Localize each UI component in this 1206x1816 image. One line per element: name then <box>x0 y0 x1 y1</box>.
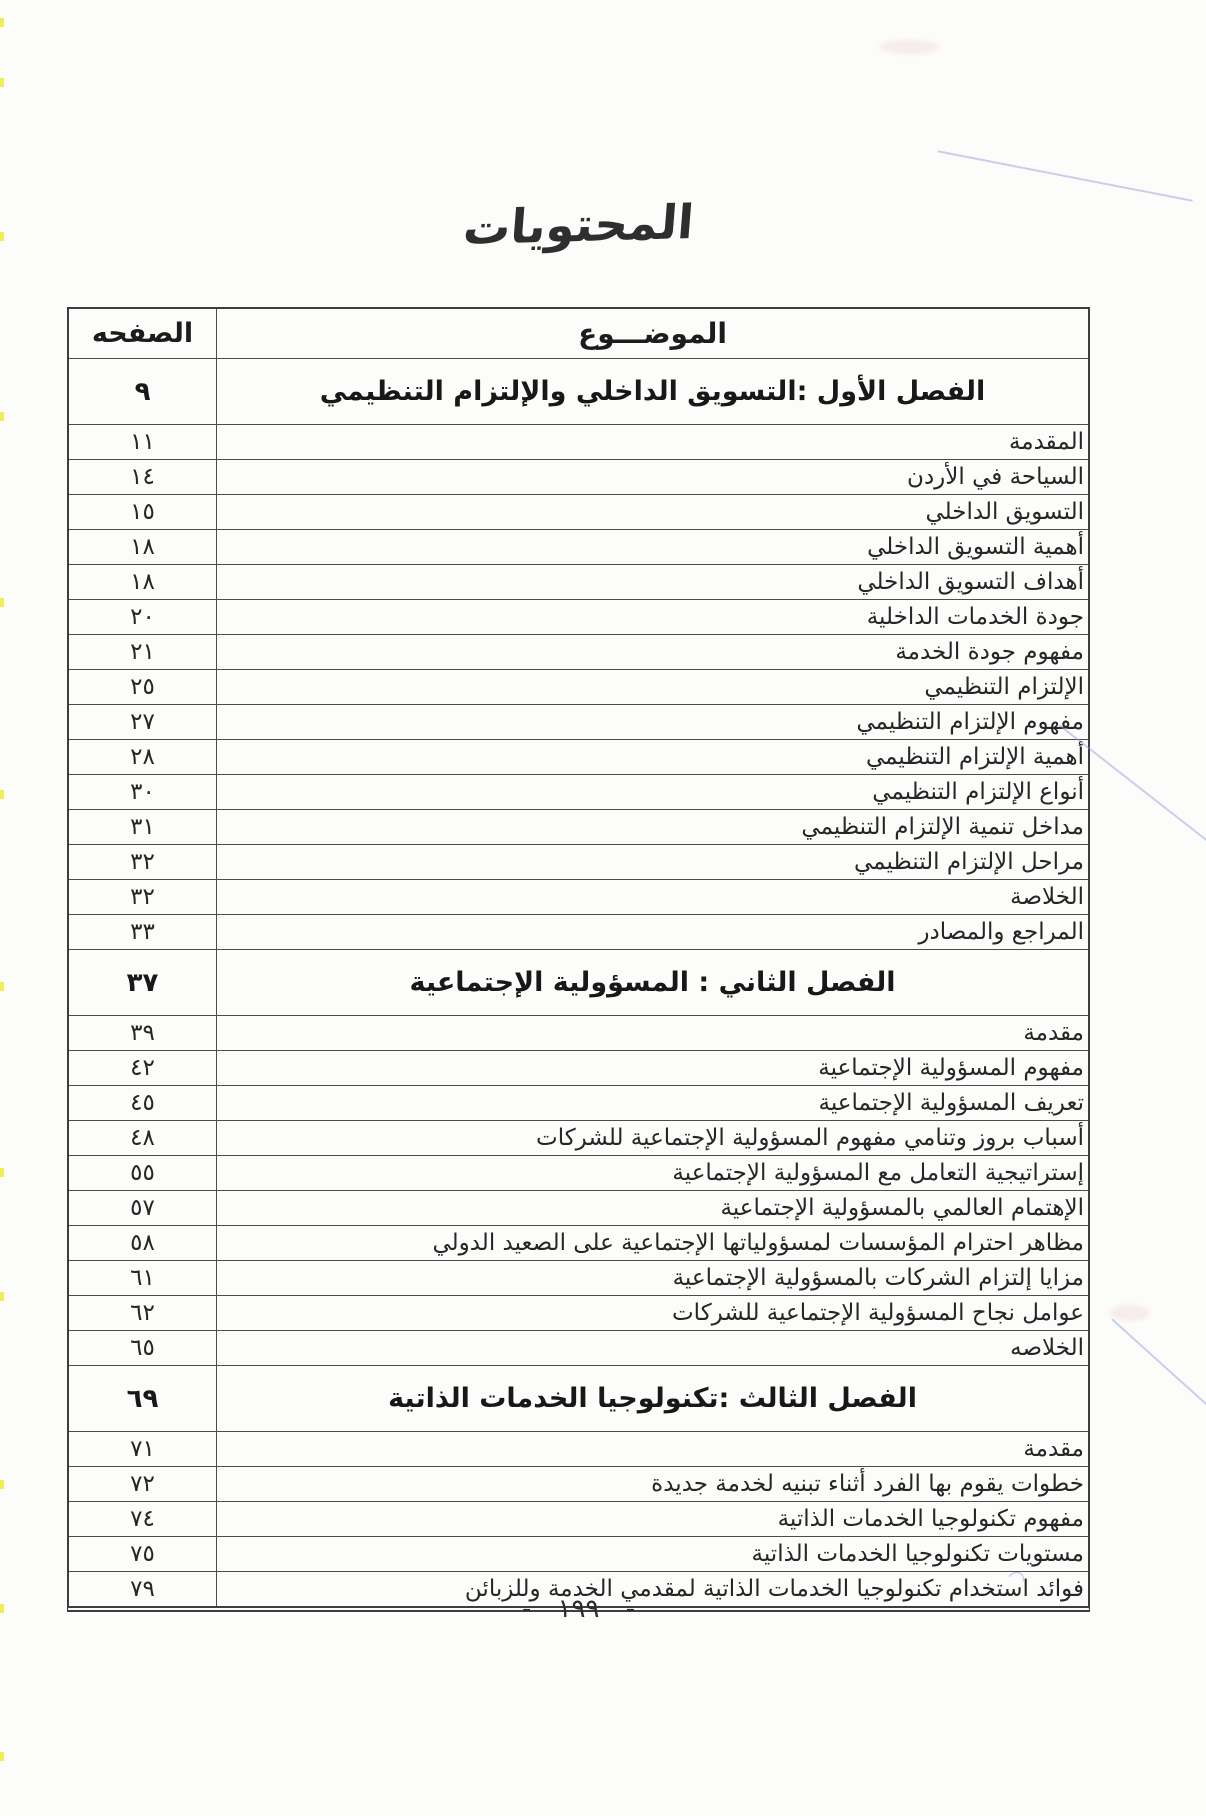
scan-edge-mark <box>0 1292 4 1301</box>
row-topic: فوائد استخدام تكنولوجيا الخدمات الذاتية لمقدمي الخدمة وللزبائن <box>464 1576 1084 1602</box>
scan-edge-mark <box>0 232 4 241</box>
toc-row <box>69 879 1088 914</box>
row-page-number: ٢١ <box>69 635 217 669</box>
toc-row <box>69 1466 1088 1501</box>
row-topic: التسويق الداخلي <box>925 499 1084 525</box>
scan-edge-mark <box>0 18 4 27</box>
row-topic: مقدمة <box>1023 1020 1084 1046</box>
toc-row <box>69 1501 1088 1536</box>
row-topic: السياحة في الأردن <box>907 464 1084 490</box>
chapter-row <box>69 1365 1088 1431</box>
row-page-number: ٣٢ <box>69 880 217 914</box>
row-topic: الفصل الثاني : المسؤولية الإجتماعية <box>409 967 896 998</box>
row-topic: مداخل تنمية الإلتزام التنظيمي <box>801 814 1084 840</box>
toc-row <box>69 529 1088 564</box>
row-page-number: ٣٢ <box>69 845 217 879</box>
row-topic: جودة الخدمات الداخلية <box>866 604 1084 630</box>
row-topic: تعريف المسؤولية الإجتماعية <box>818 1090 1084 1116</box>
scan-edge-mark <box>0 790 4 799</box>
toc-row <box>69 494 1088 529</box>
scan-edge-mark <box>0 1168 4 1177</box>
chapter-row <box>69 949 1088 1015</box>
row-page-number: ٧٢ <box>69 1467 217 1501</box>
row-topic: مظاهر احترام المؤسسات لمسؤولياتها الإجتماعية على الصعيد الدولي <box>432 1230 1084 1256</box>
column-header-page: الصفحه <box>69 309 217 358</box>
row-page-number: ٧٥ <box>69 1537 217 1571</box>
toc-row <box>69 1120 1088 1155</box>
row-topic: مزايا إلتزام الشركات بالمسؤولية الإجتماعية <box>672 1265 1084 1291</box>
toc-row <box>69 669 1088 704</box>
row-page-number: ٣٧ <box>69 950 217 1015</box>
scan-edge-mark <box>0 412 4 421</box>
toc-row <box>69 1155 1088 1190</box>
row-topic: الإهتمام العالمي بالمسؤولية الإجتماعية <box>720 1195 1084 1221</box>
row-page-number: ٤٥ <box>69 1086 217 1120</box>
toc-row <box>69 914 1088 949</box>
row-topic: أهداف التسويق الداخلي <box>857 569 1084 595</box>
table-header-row <box>69 309 1088 358</box>
row-topic: أهمية الإلتزام التنظيمي <box>865 744 1084 770</box>
row-topic: مراحل الإلتزام التنظيمي <box>854 849 1084 875</box>
row-page-number: ١٨ <box>69 565 217 599</box>
row-page-number: ١٤ <box>69 460 217 494</box>
scan-edge-mark <box>0 1752 4 1761</box>
scan-edge-mark <box>0 982 4 991</box>
row-page-number: ٥٨ <box>69 1226 217 1260</box>
row-topic: الخلاصة <box>1010 884 1084 910</box>
row-page-number: ٦٥ <box>69 1331 217 1365</box>
toc-row <box>69 599 1088 634</box>
scan-edge-mark <box>0 1480 4 1489</box>
row-page-number: ٥٥ <box>69 1156 217 1190</box>
scan-edge-mark <box>0 78 4 87</box>
row-page-number: ٢٨ <box>69 740 217 774</box>
row-page-number: ٣٣ <box>69 915 217 949</box>
toc-row <box>69 1431 1088 1466</box>
row-page-number: ٧٩ <box>69 1572 217 1606</box>
row-topic: مفهوم تكنولوجيا الخدمات الذاتية <box>777 1506 1084 1532</box>
row-page-number: ٧٤ <box>69 1502 217 1536</box>
row-page-number: ٢٥ <box>69 670 217 704</box>
row-topic: أسباب بروز وتنامي مفهوم المسؤولية الإجتماعية للشركات <box>536 1125 1084 1151</box>
row-topic: الخلاصه <box>1010 1335 1084 1361</box>
row-topic: أنواع الإلتزام التنظيمي <box>872 779 1084 805</box>
page-title: المحتويات <box>461 194 696 257</box>
column-header-topic: الموضـــوع <box>578 317 727 350</box>
footer-page-number: - ١٩٩ - <box>521 1594 636 1624</box>
toc-row <box>69 809 1088 844</box>
row-page-number: ٣٠ <box>69 775 217 809</box>
pen-mark <box>1111 1318 1206 1433</box>
row-topic: أهمية التسويق الداخلي <box>867 534 1084 560</box>
row-page-number: ٣٩ <box>69 1016 217 1050</box>
row-page-number: ٥٧ <box>69 1191 217 1225</box>
row-topic: مفهوم الإلتزام التنظيمي <box>856 709 1084 735</box>
row-topic: الإلتزام التنظيمي <box>924 674 1084 700</box>
scan-smudge <box>1110 1305 1150 1321</box>
row-page-number: ١٥ <box>69 495 217 529</box>
toc-row <box>69 704 1088 739</box>
toc-row <box>69 1295 1088 1330</box>
row-page-number: ٦١ <box>69 1261 217 1295</box>
row-page-number: ٧١ <box>69 1432 217 1466</box>
row-topic: الفصل الثالث :تكنولوجيا الخدمات الذاتية <box>388 1383 917 1414</box>
row-topic: المراجع والمصادر <box>918 919 1084 945</box>
toc-row <box>69 1190 1088 1225</box>
row-topic: المقدمة <box>1008 429 1084 455</box>
row-page-number: ٩ <box>69 359 217 424</box>
row-topic: مقدمة <box>1023 1436 1084 1462</box>
row-topic: إستراتيجية التعامل مع المسؤولية الإجتماعية <box>672 1160 1084 1186</box>
row-topic: مفهوم جودة الخدمة <box>895 639 1084 665</box>
toc-row <box>69 564 1088 599</box>
toc-row <box>69 459 1088 494</box>
toc-row <box>69 739 1088 774</box>
row-page-number: ٦٢ <box>69 1296 217 1330</box>
row-page-number: ٦٩ <box>69 1366 217 1431</box>
toc-row <box>69 1260 1088 1295</box>
row-topic: مفهوم المسؤولية الإجتماعية <box>818 1055 1084 1081</box>
toc-row <box>69 424 1088 459</box>
row-topic: الفصل الأول :التسويق الداخلي والإلتزام التنظيمي <box>319 376 986 407</box>
toc-row <box>69 774 1088 809</box>
toc-row <box>69 1536 1088 1571</box>
contents-table <box>67 307 1090 1612</box>
row-page-number: ٤٨ <box>69 1121 217 1155</box>
row-topic: عوامل نجاح المسؤولية الإجتماعية للشركات <box>672 1300 1084 1326</box>
chapter-row <box>69 358 1088 424</box>
toc-row <box>69 844 1088 879</box>
toc-row <box>69 1050 1088 1085</box>
row-page-number: ١١ <box>69 425 217 459</box>
toc-row <box>69 1085 1088 1120</box>
toc-row <box>69 1225 1088 1260</box>
row-page-number: ٤٢ <box>69 1051 217 1085</box>
row-page-number: ٣١ <box>69 810 217 844</box>
toc-row <box>69 634 1088 669</box>
toc-row <box>69 1330 1088 1365</box>
row-topic: خطوات يقوم بها الفرد أثناء تبنيه لخدمة جديدة <box>651 1471 1084 1497</box>
scan-smudge <box>880 40 940 54</box>
toc-row <box>69 1015 1088 1050</box>
row-page-number: ٢٧ <box>69 705 217 739</box>
scan-edge-mark <box>0 598 4 607</box>
row-page-number: ١٨ <box>69 530 217 564</box>
row-page-number: ٢٠ <box>69 600 217 634</box>
row-topic: مستويات تكنولوجيا الخدمات الذاتية <box>751 1541 1084 1567</box>
scan-edge-mark <box>0 1604 4 1613</box>
